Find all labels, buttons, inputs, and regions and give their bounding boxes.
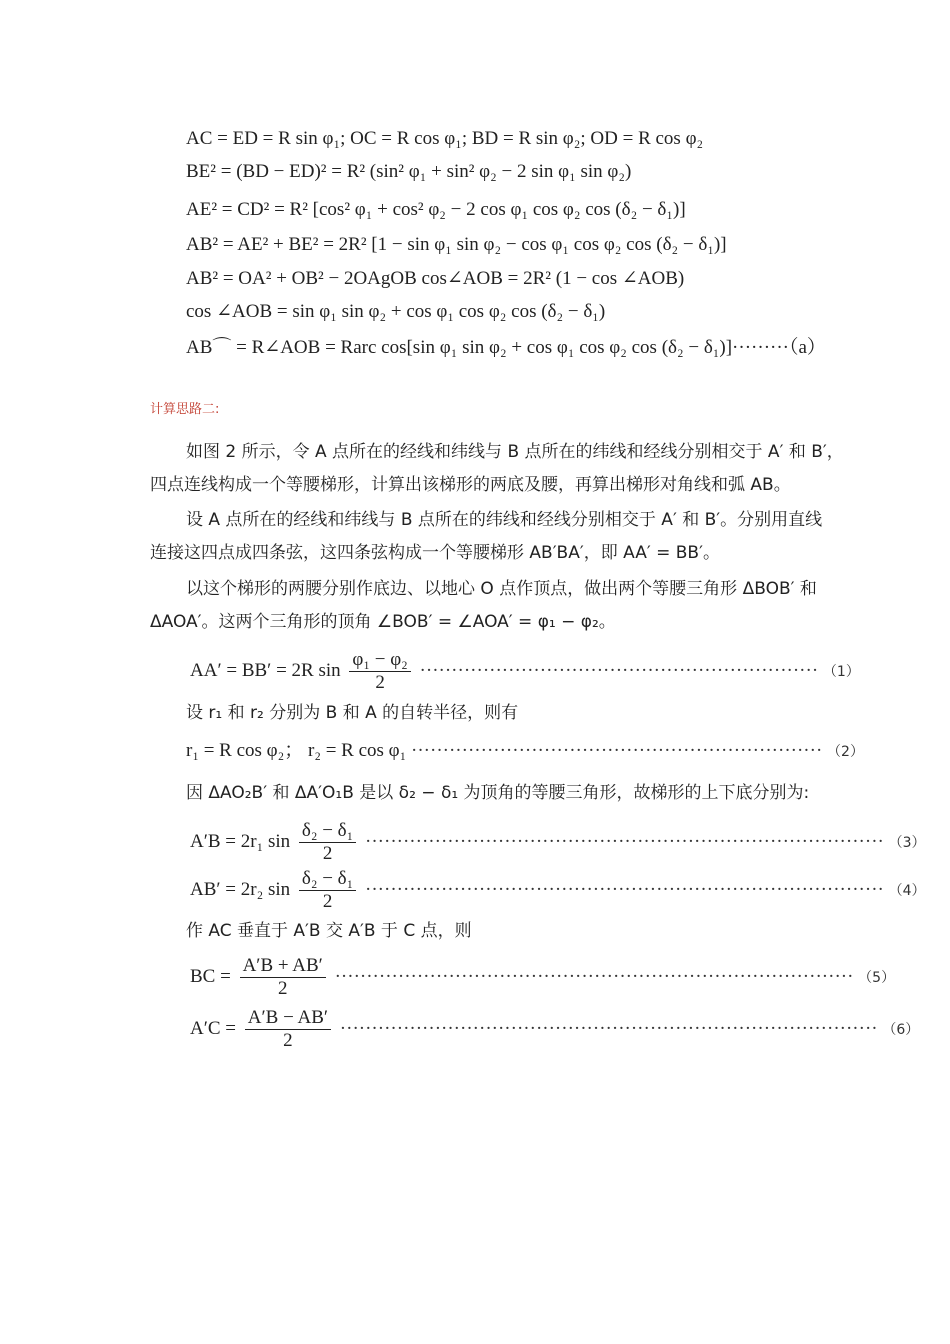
equation-2-text: r₁ = R cos φ₂； r₂ = R cos φ₁ (186, 740, 407, 761)
equation-1-lhs: AA′ = BB′ = 2R sin (190, 659, 341, 681)
equation-1-fraction (349, 649, 410, 694)
equation-5-number: （5） (858, 969, 896, 986)
section-title: 计算思路二: (150, 402, 220, 417)
paragraph-1-line-1: 如图 2 所示，令 A 点所在的经线和纬线与 B 点所在的纬线和经线分别相交于 A′ 和 B′， (186, 442, 844, 462)
equation-6-number: （6） (882, 1021, 920, 1038)
formula-line-7: AB⌒ = R∠AOB = Rarc cos[sin φ₁ sin φ₂ + cos φ₁ cos φ₂ cos (δ₂ − δ₁)]·········（a） (186, 337, 826, 358)
text-rotation-radius: 设 r₁ 和 r₂ 分别为 B 和 A 的自转半径，则有 (186, 703, 519, 723)
equation-3-number: （3） (888, 834, 926, 851)
equation-5-fraction (240, 955, 326, 1000)
equation-2-number: （2） (827, 744, 864, 760)
leader-dots: ·················································································· (334, 965, 854, 987)
paragraph-1-line-2: 四点连线构成一个等腰梯形，计算出该梯形的两底及腰，再算出梯形对角线和弧 AB。 (150, 475, 791, 495)
equation-1-numerator: φ₁ − φ₂ (349, 649, 410, 672)
leader-dots: ······························································· (419, 659, 819, 681)
equation-6 (190, 1007, 919, 1052)
leader-dots: ·················································································· (365, 830, 884, 852)
equation-1-number: （1） (822, 663, 860, 680)
formula-line-5: AB² = OA² + OB² − 2OAgOB cos∠AOB = 2R² (1 − cos ∠AOB) (186, 268, 685, 289)
formula-line-4: AB² = AE² + BE² = 2R² [1 − sin φ₁ sin φ₂ − cos φ₁ cos φ₂ cos (δ₂ − δ₁)] (186, 234, 727, 255)
formula-line-2: BE² = (BD − ED)² = R² (sin² φ₁ + sin² φ₂ − 2 sin φ₁ sin φ₂) (186, 161, 632, 182)
equation-4-denominator: 2 (322, 891, 333, 912)
formula-line-6: cos ∠AOB = sin φ₁ sin φ₂ + cos φ₁ cos φ₂ cos (δ₂ − δ₁) (186, 301, 606, 322)
equation-5-lhs: BC = (190, 965, 231, 987)
equation-5-denominator: 2 (277, 978, 288, 999)
equation-6-numerator: A′B − AB′ (245, 1007, 331, 1030)
paragraph-2-line-1: 设 A 点所在的经线和纬线与 B 点所在的纬线和经线分别相交于 A′ 和 B′。分别用直线 (186, 510, 823, 530)
equation-3 (190, 820, 926, 865)
paragraph-3-line-1: 以这个梯形的两腰分别作底边、以地心 O 点作顶点，做出两个等腰三角形 ΔBOB′ 和 (186, 579, 817, 599)
equation-1-denominator: 2 (375, 672, 385, 693)
equation-6-fraction (245, 1007, 331, 1052)
leader-dots: ·················································································· (365, 878, 884, 900)
formula-line-1: AC = ED = R sin φ₁; OC = R cos φ₁; BD = R sin φ₂; OD = R cos φ₂ (186, 128, 704, 149)
leader-dots: ································································· (411, 740, 823, 761)
equation-5-numerator: A′B + AB′ (240, 955, 326, 978)
equation-3-numerator: δ₂ − δ₁ (299, 820, 356, 843)
equation-4-numerator: δ₂ − δ₁ (299, 868, 356, 891)
equation-4-lhs: AB′ = 2r₂ sin (190, 878, 291, 900)
equation-3-lhs: A′B = 2r₁ sin (190, 830, 291, 852)
equation-6-lhs: A′C = (190, 1017, 237, 1039)
equation-3-fraction (299, 820, 356, 865)
equation-4-fraction (299, 868, 356, 913)
leader-dots: ····················································································· (339, 1017, 878, 1039)
text-isosceles-triangles: 因 ΔAO₂B′ 和 ΔA′O₁B 是以 δ₂ − δ₁ 为顶角的等腰三角形，故梯形的上下底分别为: (186, 783, 810, 803)
equation-1 (190, 649, 860, 694)
equation-5 (190, 955, 895, 1000)
equation-6-denominator: 2 (283, 1030, 293, 1051)
equation-4-number: （4） (888, 882, 926, 899)
paragraph-3-line-2: ΔAOA′。这两个三角形的顶角 ∠BOB′ = ∠AOA′ = φ₁ − φ₂。 (150, 612, 616, 632)
equation-3-denominator: 2 (322, 843, 333, 864)
equation-2 (186, 736, 864, 767)
paragraph-2-line-2: 连接这四点成四条弦，这四条弦构成一个等腰梯形 AB′BA′，即 AA′ = BB′。 (150, 543, 720, 563)
equation-4 (190, 868, 926, 913)
text-perpendicular: 作 AC 垂直于 A′B 交 A′B 于 C 点，则 (186, 921, 472, 941)
formula-line-3: AE² = CD² = R² [cos² φ₁ + cos² φ₂ − 2 cos φ₁ cos φ₂ cos (δ₂ − δ₁)] (186, 199, 686, 220)
